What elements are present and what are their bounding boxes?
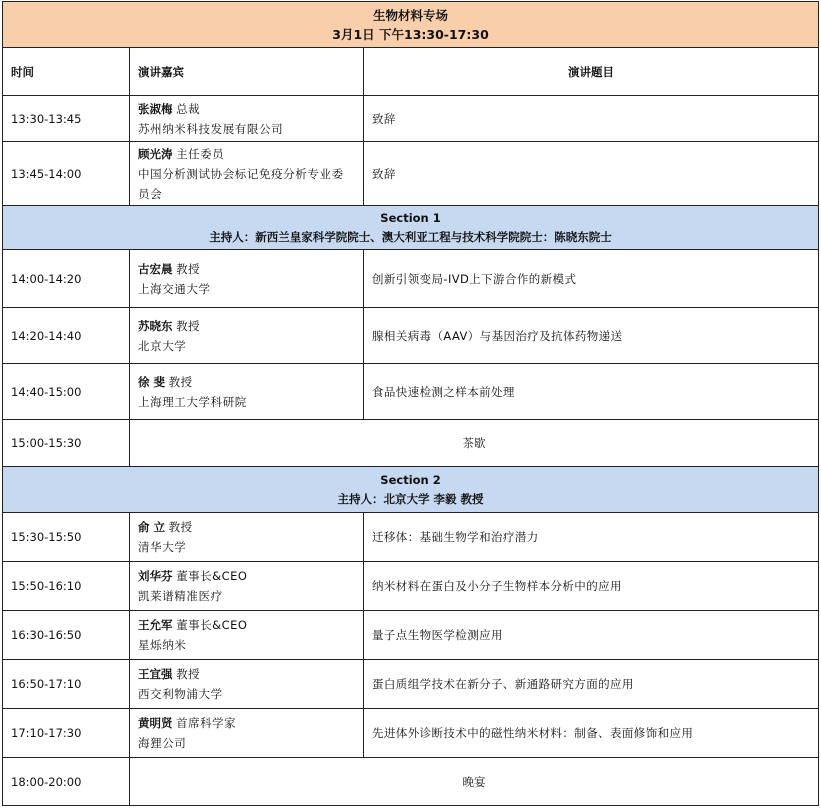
speaker-cell <box>130 250 364 308</box>
table-row <box>3 364 819 420</box>
column-header-topic: 演讲题目 <box>364 48 819 96</box>
row-time: 16:30-16:50 <box>3 611 130 660</box>
speaker-org: 凯莱谱精准医疗 <box>138 589 223 603</box>
speaker-cell <box>130 364 364 420</box>
speaker-cell <box>130 96 364 142</box>
section-label: Section 1 <box>380 210 441 225</box>
speaker-org: 星烁纳米 <box>138 638 187 652</box>
column-header-time: 时间 <box>3 48 130 96</box>
row-time: 15:30-15:50 <box>3 513 130 562</box>
talk-topic: 蛋白质组学技术在新分子、新通路研究方面的应用 <box>364 660 819 709</box>
session-title: 生物材料专场 <box>373 7 449 23</box>
row-time: 15:50-16:10 <box>3 562 130 611</box>
speaker-title: 董事长&CEO <box>176 569 248 583</box>
section-2-header-cell <box>3 467 819 513</box>
speaker-title: 教授 <box>168 374 193 389</box>
speaker-org: 海狸公司 <box>138 736 187 750</box>
speaker-org: 西交利物浦大学 <box>138 687 223 701</box>
row-time: 14:20-14:40 <box>3 308 130 364</box>
speaker-title: 主任委员 <box>176 146 225 161</box>
talk-topic: 量子点生物医学检测应用 <box>364 611 819 660</box>
speaker-title: 教授 <box>176 318 201 333</box>
talk-topic: 食品快速检测之样本前处理 <box>364 364 819 420</box>
session-banner-cell <box>3 2 819 48</box>
talk-topic: 先进体外诊断技术中的磁性纳米材料：制备、表面修饰和应用 <box>364 709 819 758</box>
speaker-title: 教授 <box>176 667 201 681</box>
speaker-org: 上海交通大学 <box>138 281 211 296</box>
speaker-name: 古宏晨 <box>138 261 173 276</box>
speaker-name: 苏晓东 <box>138 318 173 333</box>
dinner-row <box>3 758 819 806</box>
row-time: 13:45-14:00 <box>3 142 130 206</box>
speaker-cell <box>130 513 364 562</box>
section-label: Section 2 <box>380 472 441 487</box>
table-row <box>3 611 819 660</box>
speaker-name: 顾光涛 <box>138 146 173 161</box>
section-1-header <box>3 206 819 250</box>
talk-topic: 迁移体：基础生物学和治疗潜力 <box>364 513 819 562</box>
section-1-header-cell <box>3 206 819 250</box>
dinner-label: 晚宴 <box>130 758 819 806</box>
speaker-cell <box>130 562 364 611</box>
column-header-speaker: 演讲嘉宾 <box>130 48 364 96</box>
section-host: 主持人：新西兰皇家科学院院士、澳大利亚工程与技术科学院院士：陈晓东院士 <box>209 229 612 244</box>
row-time: 14:40-15:00 <box>3 364 130 420</box>
speaker-cell <box>130 709 364 758</box>
talk-topic: 纳米材料在蛋白及小分子生物样本分析中的应用 <box>364 562 819 611</box>
table-row <box>3 142 819 206</box>
session-date-time: 3月1日 下午13:30-17:30 <box>332 26 489 42</box>
section-2-header <box>3 467 819 513</box>
speaker-cell <box>130 611 364 660</box>
speaker-name: 张淑梅 <box>138 101 173 116</box>
speaker-name: 刘华芬 <box>138 569 173 583</box>
speaker-cell <box>130 308 364 364</box>
row-time: 17:10-17:30 <box>3 709 130 758</box>
row-time: 13:30-13:45 <box>3 96 130 142</box>
talk-topic: 创新引领变局-IVD上下游合作的新模式 <box>364 250 819 308</box>
speaker-name: 王宜强 <box>138 667 173 681</box>
speaker-org: 苏州纳米科技发展有限公司 <box>138 121 284 136</box>
talk-topic: 致辞 <box>364 96 819 142</box>
table-row <box>3 562 819 611</box>
agenda-table <box>2 1 819 806</box>
speaker-title: 首席科学家 <box>176 716 237 730</box>
table-row <box>3 250 819 308</box>
table-row <box>3 96 819 142</box>
speaker-org: 中国分析测试协会标记免疫分析专业委员会 <box>138 166 344 201</box>
speaker-cell <box>130 142 364 206</box>
row-time: 14:00-14:20 <box>3 250 130 308</box>
row-time: 15:00-15:30 <box>3 420 130 467</box>
tea-break-row <box>3 420 819 467</box>
speaker-name: 俞 立 <box>138 520 166 534</box>
speaker-name: 黄明贤 <box>138 716 173 730</box>
speaker-title: 教授 <box>168 520 193 534</box>
speaker-title: 董事长&CEO <box>176 618 248 632</box>
section-host: 主持人：北京大学 李毅 教授 <box>337 491 484 506</box>
table-row <box>3 660 819 709</box>
talk-topic: 致辞 <box>364 142 819 206</box>
table-row <box>3 308 819 364</box>
table-row <box>3 513 819 562</box>
speaker-org: 北京大学 <box>138 338 187 353</box>
session-banner <box>3 2 819 48</box>
row-time: 18:00-20:00 <box>3 758 130 806</box>
speaker-title: 总裁 <box>176 101 201 116</box>
talk-topic: 腺相关病毒（AAV）与基因治疗及抗体药物递送 <box>364 308 819 364</box>
tea-break-label: 茶歇 <box>130 420 819 467</box>
table-row <box>3 709 819 758</box>
speaker-name: 王允军 <box>138 618 173 632</box>
speaker-title: 教授 <box>176 261 201 276</box>
column-header-row <box>3 48 819 96</box>
row-time: 16:50-17:10 <box>3 660 130 709</box>
speaker-name: 徐 斐 <box>138 374 166 389</box>
speaker-org: 清华大学 <box>138 540 187 554</box>
speaker-cell <box>130 660 364 709</box>
speaker-org: 上海理工大学科研院 <box>138 394 247 409</box>
